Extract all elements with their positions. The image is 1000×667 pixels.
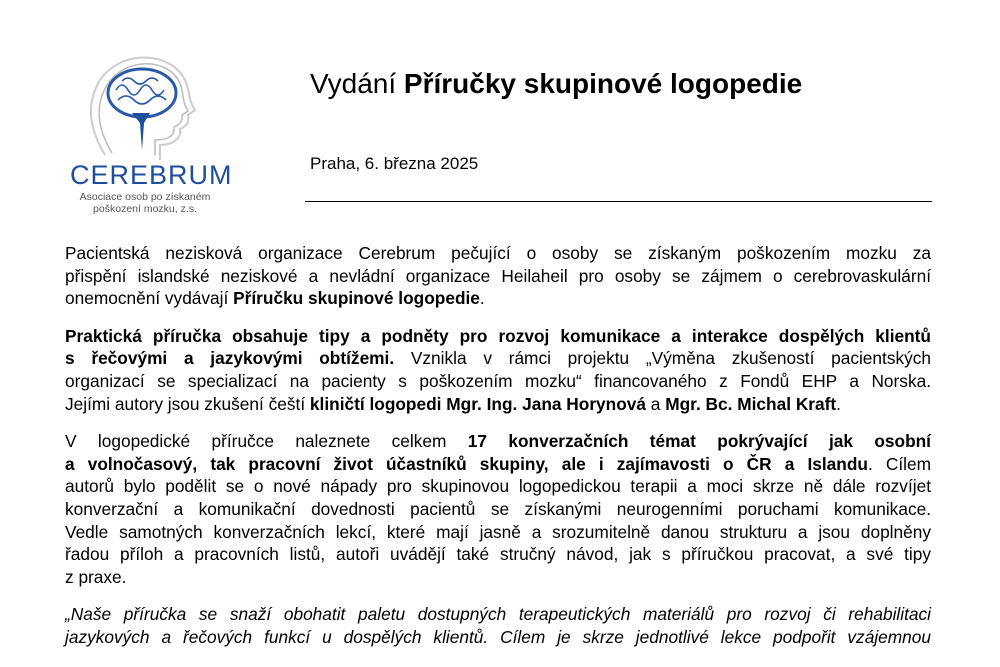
text-line	[65, 242, 931, 265]
text-line	[65, 566, 931, 589]
text: jazykových a řečových funkcí u dospělých klientů. Cílem je skrze jednotlivé lekce podpořit vzájemnou	[65, 626, 931, 647]
quote-paragraph	[65, 603, 931, 648]
text-line	[65, 453, 931, 476]
text: Pacientská nezisková organizace Cerebrum pečující o osoby se získaným poškozením mozku za	[65, 243, 931, 263]
text: Jejími autory jsou zkušení čeští	[65, 393, 310, 414]
bold-text: Příručku skupinové logopedie	[233, 288, 480, 309]
logo-subtitle-line: poškození mozku, z.s.	[93, 203, 197, 215]
bold-text: a volnočasový, tak pracovní život účastníků skupiny, ale i zajímavosti o ČR a Islandu	[65, 453, 868, 474]
text-line	[65, 543, 931, 566]
text: z praxe.	[65, 566, 127, 587]
text: Vznikla v rámci projektu „Výměna zkušeností pacientských	[394, 348, 931, 369]
brain-head-icon	[60, 45, 230, 165]
header-divider	[305, 201, 932, 202]
text-line	[65, 265, 931, 288]
text: přispění islandské neziskové a nevládní organizace Heilaheil pro osoby se zájmem o cerebrovaskulární	[65, 265, 931, 286]
page-title	[310, 68, 802, 100]
text: V logopedické příručce naleznete celkem	[65, 431, 468, 452]
text: řadou příloh a pracovních listů, autoři uvádějí také stručný návod, jak s příručkou pracovat, a své tipy	[65, 544, 931, 565]
logo-name: CEREBRUM	[70, 160, 233, 190]
text: organizací se specializací na pacienty s poškozením mozku“ financovaného z Fondů EHP a Norska.	[65, 370, 931, 391]
text-line	[65, 287, 931, 310]
text: . Cílem	[867, 453, 931, 474]
text: Vedle samotných konverzačních lekcí, které mají jasně a srozumitelně danou strukturu a jsou doplněny	[65, 521, 931, 542]
text: onemocnění vydávají	[65, 288, 234, 309]
bold-text: kliničtí logopedi Mgr. Ing. Jana Horynová	[309, 393, 646, 414]
logo-subtitle-line: Asociace osob po získaném	[79, 191, 211, 203]
bold-text: Mgr. Bc. Michal Kraft	[665, 393, 837, 414]
title-prefix: Vydání	[310, 68, 404, 99]
paragraph	[65, 242, 931, 310]
bold-text: 17 konverzačních témat pokrývající jak osobní	[467, 431, 931, 452]
title-bold: Příručky skupinové logopedie	[403, 68, 803, 99]
text-line	[65, 325, 931, 348]
logo-subtitle	[75, 191, 215, 215]
text-line	[65, 475, 931, 498]
paragraph	[65, 430, 931, 588]
paragraph	[65, 325, 931, 415]
text-line	[65, 393, 931, 416]
text-line	[65, 626, 931, 649]
text-line	[65, 370, 931, 393]
date-line: Praha, 6. března 2025	[310, 154, 479, 173]
text-line	[65, 347, 931, 370]
text: autorů bylo podělit se o nové nápady pro skupinovou logopedickou terapii a moci skrze ně dále rozvíjet	[65, 476, 931, 497]
bold-text: Praktická příručka obsahuje tipy a podněty pro rozvoj komunikace a interakce dospělých klientů	[65, 325, 931, 346]
text: a	[646, 393, 666, 414]
text-line	[65, 603, 931, 626]
text-line	[65, 498, 931, 521]
text: konverzační a komunikační dovednosti pacientů se získanými neurogenními poruchami komunikace.	[65, 498, 931, 519]
bold-text: s řečovými a jazykovými obtížemi.	[65, 348, 395, 369]
text-line	[65, 521, 931, 544]
document-body	[65, 242, 931, 664]
text-line	[65, 430, 931, 453]
text: .	[836, 393, 841, 414]
text: „Naše příručka se snaží obohatit paletu dostupných terapeutických materiálů pro rozvoj či rehabilitaci	[65, 604, 931, 625]
text: .	[479, 288, 485, 309]
